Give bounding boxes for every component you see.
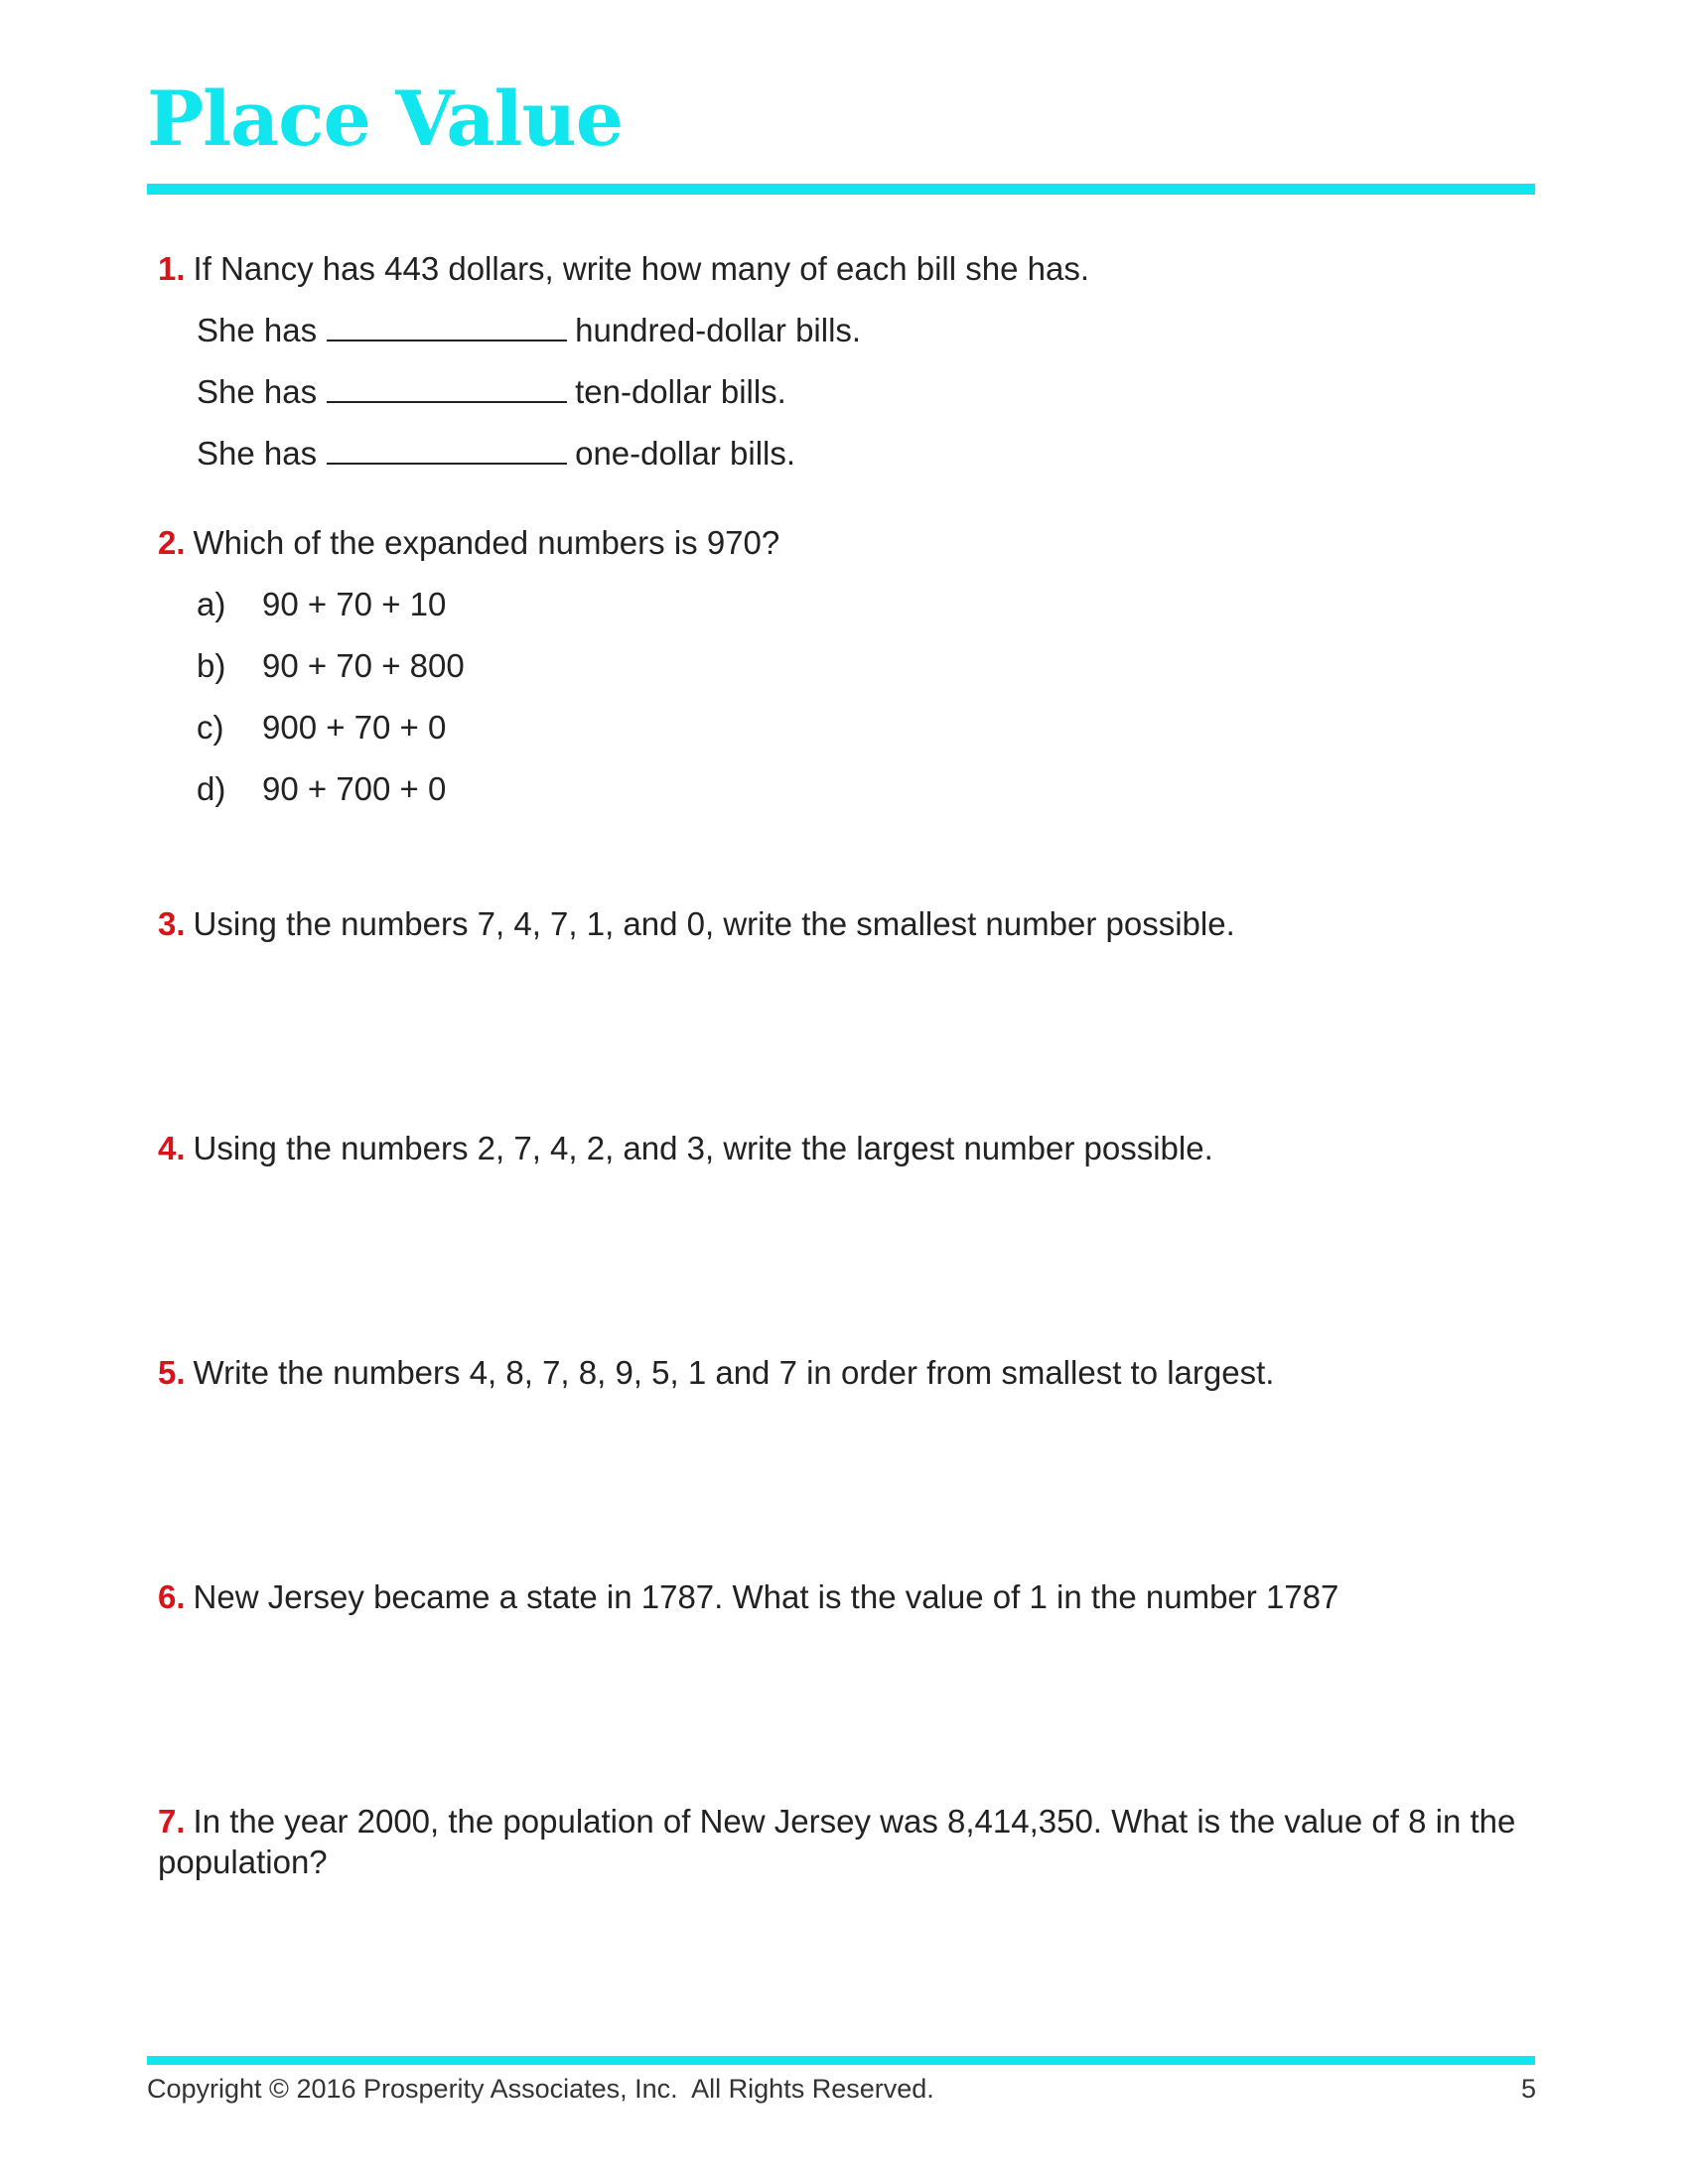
answer-blank[interactable] [327,310,567,341]
answer-line-hundreds [197,310,861,350]
option-c[interactable] [197,707,446,748]
question-number: 1. [158,250,186,287]
option-text: 90 + 70 + 10 [262,586,447,622]
question-2 [158,522,1538,563]
option-d[interactable] [197,768,446,809]
question-number: 2. [158,524,186,561]
question-text: If Nancy has 443 dollars, write how many of each bill she has. [193,250,1089,287]
option-a[interactable] [197,584,446,624]
question-7 [158,1801,1538,1882]
question-4 [158,1128,1538,1168]
question-5 [158,1352,1538,1393]
option-letter: b) [197,647,226,684]
question-text: Write the numbers 4, 8, 7, 8, 9, 5, 1 and 7 in order from smallest to largest. [193,1354,1275,1391]
answer-blank[interactable] [327,433,567,465]
question-3 [158,903,1538,944]
line-suffix: hundred-dollar bills. [575,312,862,348]
question-number: 4. [158,1130,186,1166]
option-letter: c) [197,709,224,746]
line-prefix: She has [197,435,318,472]
question-text: Using the numbers 2, 7, 4, 2, and 3, write the largest number possible. [193,1130,1213,1166]
question-number: 5. [158,1354,186,1391]
answer-line-tens [197,371,786,412]
option-letter: a) [197,586,226,622]
copyright-notice: Copyright © 2016 Prosperity Associates, Inc. All Rights Reserved. [147,2074,934,2104]
page-number: 5 [1521,2074,1537,2104]
question-number: 7. [158,1803,186,1840]
line-suffix: ten-dollar bills. [575,373,786,410]
question-text: In the year 2000, the population of New Jersey was 8,414,350. What is the value of 8 in the population? [158,1803,1516,1880]
question-number: 3. [158,905,186,942]
line-prefix: She has [197,312,318,348]
title-divider [147,184,1535,195]
question-text: New Jersey became a state in 1787. What is the value of 1 in the number 1787 [193,1578,1339,1615]
option-text: 90 + 70 + 800 [262,647,465,684]
page-title: Place Value [147,74,624,163]
answer-blank[interactable] [327,371,567,403]
answer-line-ones [197,433,795,474]
question-text: Which of the expanded numbers is 970? [193,524,780,561]
line-prefix: She has [197,373,318,410]
question-1 [158,248,1538,289]
footer-divider [147,2056,1535,2065]
line-suffix: one-dollar bills. [575,435,796,472]
option-text: 90 + 700 + 0 [262,770,447,807]
question-text: Using the numbers 7, 4, 7, 1, and 0, write the smallest number possible. [193,905,1235,942]
question-6 [158,1576,1538,1617]
option-b[interactable] [197,645,465,686]
option-letter: d) [197,770,226,807]
question-number: 6. [158,1578,186,1615]
option-text: 900 + 70 + 0 [262,709,447,746]
